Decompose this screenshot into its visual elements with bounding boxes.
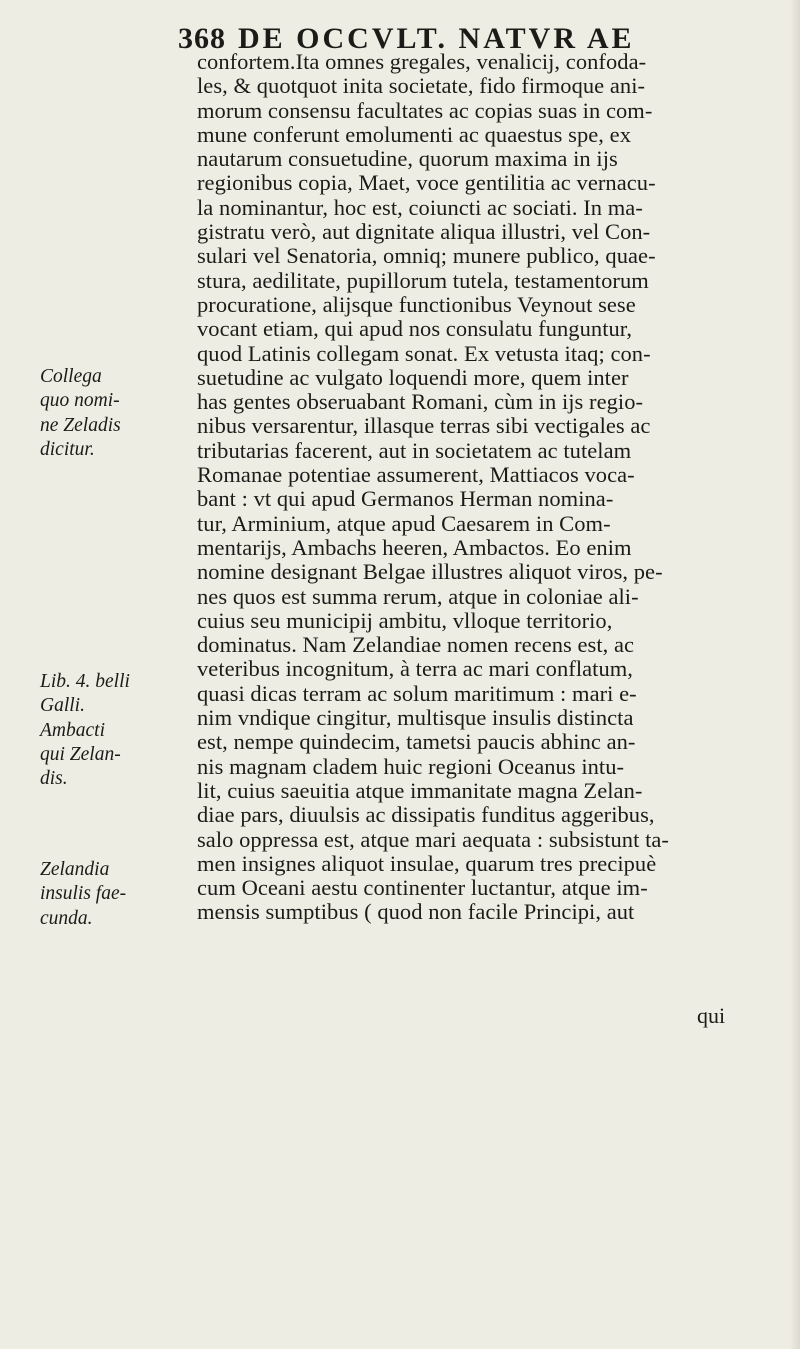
text-line: mensis sumptibus ( quod non facile Principi, aut (197, 900, 635, 925)
marginal-note-line: Galli. (40, 695, 85, 717)
page-number: 368 (178, 22, 226, 55)
text-line: has gentes obseruabant Romani, cùm in ijs regio- (197, 390, 644, 415)
marginal-note-line: quo nomi- (40, 390, 120, 412)
text-line: nis magnam cladem huic regioni Oceanus intu- (197, 754, 625, 779)
text-line: quod Latinis collegam sonat. Ex vetusta itaq; con- (197, 341, 651, 366)
marginal-note-zelandia (40, 858, 180, 931)
marginal-note-line: cunda. (40, 907, 93, 929)
marginal-note-lib4 (40, 670, 180, 791)
marginal-note-line: qui Zelan- (40, 743, 121, 765)
text-line: cum Oceani aestu continenter luctantur, atque im- (197, 876, 648, 901)
text-line: salo oppressa est, atque mari aequata : subsistunt ta- (197, 827, 669, 852)
text-line: mune conferunt emolumenti ac quaestus spe, ex (197, 122, 631, 147)
text-line: regionibus copia, Maet, voce gentilitia ac vernacu- (197, 171, 656, 196)
text-line: procuratione, alijsque functionibus Veynout sese (197, 292, 636, 317)
text-line: Romanae potentiae assumerent, Mattiacos voca- (197, 463, 635, 488)
text-line: lit, cuius saeuitia atque immanitate magna Zelan- (197, 778, 643, 803)
text-line: est, nempe quindecim, tametsi paucis abhinc an- (197, 730, 636, 755)
text-line: nibus versarentur, illasque terras sibi vectigales ac (197, 414, 651, 439)
text-line: morum consensu facultates ac copias suas in com- (197, 98, 653, 123)
text-line: gistratu verò, aut dignitate aliqua illustri, vel Con- (197, 220, 651, 245)
marginal-note-line: insulis fae- (40, 883, 127, 905)
text-line: men insignes aliquot insulae, quarum tres precipuè (197, 851, 657, 876)
text-line: tur, Arminium, atque apud Caesarem in Com- (197, 511, 611, 536)
text-line: veteribus incognitum, à terra ac mari conflatum, (197, 657, 633, 682)
text-line: cuius seu municipij ambitu, vlloque territorio, (197, 608, 613, 633)
marginal-note-line: dicitur. (40, 438, 95, 460)
text-line: nim vndique cingitur, multisque insulis distincta (197, 706, 634, 731)
marginal-note-line: Ambacti (40, 719, 105, 741)
text-line: suetudine ac vulgato loquendi more, quem inter (197, 365, 629, 390)
text-line: la nominantur, hoc est, coiuncti ac sociati. In ma- (197, 195, 643, 220)
text-line: sulari vel Senatoria, omniq; munere publico, quae- (197, 244, 656, 269)
text-line: tributarias facerent, aut in societatem ac tutelam (197, 438, 632, 463)
body-text (197, 50, 777, 925)
running-title: DE OCCVLT. NATVR AE (238, 22, 635, 55)
text-line: confortem.Ita omnes gregales, venalicij, confoda- (197, 50, 647, 74)
text-line: nomine designant Belgae illustres aliquot viros, pe- (197, 560, 663, 585)
text-line: nautarum consuetudine, quorum maxima in ijs (197, 147, 618, 172)
marginal-note-line: Lib. 4. belli (40, 671, 130, 692)
marginal-note-line: dis. (40, 768, 68, 790)
text-line: diae pars, diuulsis ac dissipatis funditus aggeribus, (197, 803, 655, 828)
catchword: qui (697, 1003, 726, 1028)
text-line: quasi dicas terram ac solum maritimum : mari e- (197, 681, 637, 706)
text-line: les, & quotquot inita societate, fido firmoque ani- (197, 74, 646, 99)
text-line: nes quos est summa rerum, atque in coloniae ali- (197, 584, 639, 609)
text-line: mentarijs, Ambachs heeren, Ambactos. Eo enim (197, 535, 632, 560)
marginal-note-line: ne Zeladis (40, 414, 121, 436)
text-line: stura, aedilitate, pupillorum tutela, testamentorum (197, 268, 649, 293)
marginal-note-collega (40, 365, 180, 462)
text-line: bant : vt qui apud Germanos Herman nomina- (197, 487, 614, 512)
text-line: dominatus. Nam Zelandiae nomen recens est, ac (197, 633, 635, 658)
text-line: vocant etiam, qui apud nos consulatu funguntur, (197, 317, 633, 342)
marginal-note-line: Zelandia (40, 859, 110, 880)
page-edge-shadow (790, 0, 800, 1349)
marginal-note-line: Collega (40, 366, 102, 387)
